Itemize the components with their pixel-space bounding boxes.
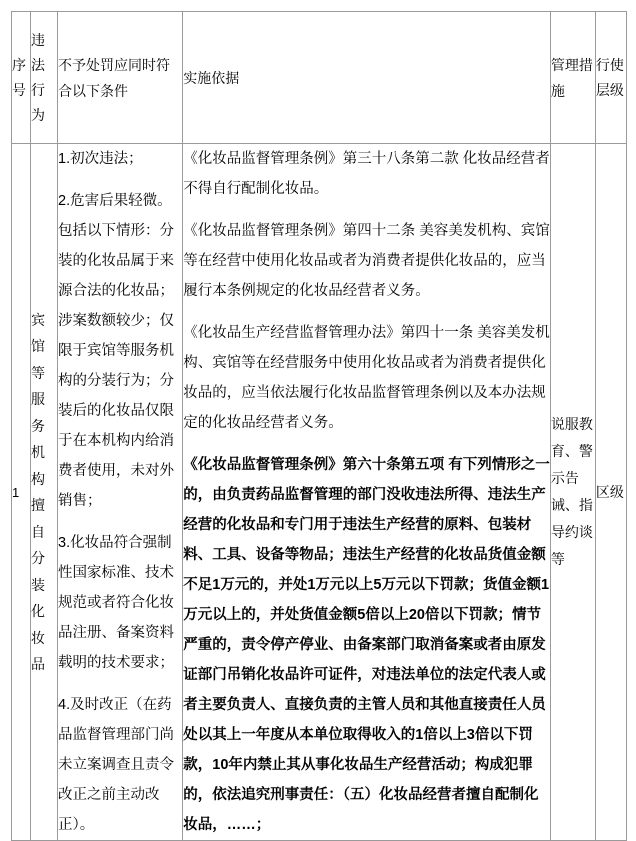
column-header-seq: 序号	[12, 12, 31, 144]
condition-paragraph: 1.初次违法；	[58, 151, 143, 167]
cell-violation-act: 宾馆等服务机构擅自分装化妆品	[31, 144, 58, 841]
cell-management-measure: 说服教育、警示告诫、指导约谈等	[550, 144, 595, 841]
column-header-measure: 管理措施	[550, 12, 595, 144]
regulation-table	[11, 11, 627, 841]
table-header-row	[12, 12, 627, 144]
column-header-level: 行使层级	[595, 12, 626, 144]
table-body	[12, 144, 627, 841]
column-header-violation-act: 违法行为	[31, 12, 58, 144]
basis-paragraph: 《化妆品生产经营监督管理办法》第四十一条 美容美发机构、宾馆等在经营服务中使用化妆品或者为消费者提供化妆品的，应当依法履行化妆品监督管理条例以及本办法规定的化妆品经营者义务。	[183, 325, 550, 431]
condition-paragraph: 3.化妆品符合强制性国家标准、技术规范或者符合化妆品注册、备案资料载明的技术要求；	[58, 535, 175, 671]
condition-paragraph: 2.危害后果轻微。包括以下情形：分装的化妆品属于来源合法的化妆品；涉案数额较少；仅限于宾馆等服务机构的分装行为；分装后的化妆品仅限于在本机构内给消费者使用，未对外销售；	[58, 193, 175, 509]
basis-paragraph: 《化妆品监督管理条例》第三十八条第二款 化妆品经营者不得自行配制化妆品。	[183, 151, 550, 197]
condition-paragraph: 4.及时改正（在药品监督管理部门尚未立案调查且责令改正之前主动改正）。	[58, 697, 175, 833]
table-row	[12, 144, 627, 841]
cell-implementation-basis	[183, 144, 551, 841]
column-header-basis: 实施依据	[183, 12, 551, 144]
basis-paragraph: 《化妆品监督管理条例》第六十条第五项 有下列情形之一的，由负责药品监督管理的部门没收违法所得、违法生产经营的化妆品和专门用于违法生产经营的原料、包装材料、工具、设备等物品；违法生产经营的化妆品货值金额不足1万元的，并处1万元以上5万元以下罚款；货值金额1万元以上的，并处货值金额5倍以上20倍以下罚款；情节严重的，责令停产停业、由备案部门取消备案或者由原发证部门吊销化妆品许可证件，对违法单位的法定代表人或者主要负责人、直接负责的主管人员和其他直接责任人员处以其上一年度从本单位取得收入的1倍以上3倍以下罚款，10年内禁止其从事化妆品生产经营活动；构成犯罪的，依法追究刑事责任：（五）化妆品经营者擅自配制化妆品，……；	[183, 457, 550, 833]
table-header	[12, 12, 627, 144]
cell-conditions	[58, 144, 183, 841]
basis-paragraph: 《化妆品监督管理条例》第四十二条 美容美发机构、宾馆等在经营中使用化妆品或者为消费者提供化妆品的，应当履行本条例规定的化妆品经营者义务。	[183, 223, 550, 299]
column-header-conditions: 不予处罚应同时符合以下条件	[58, 12, 183, 144]
cell-sequence-number: 1	[12, 144, 31, 841]
cell-exercise-level: 区级	[595, 144, 626, 841]
